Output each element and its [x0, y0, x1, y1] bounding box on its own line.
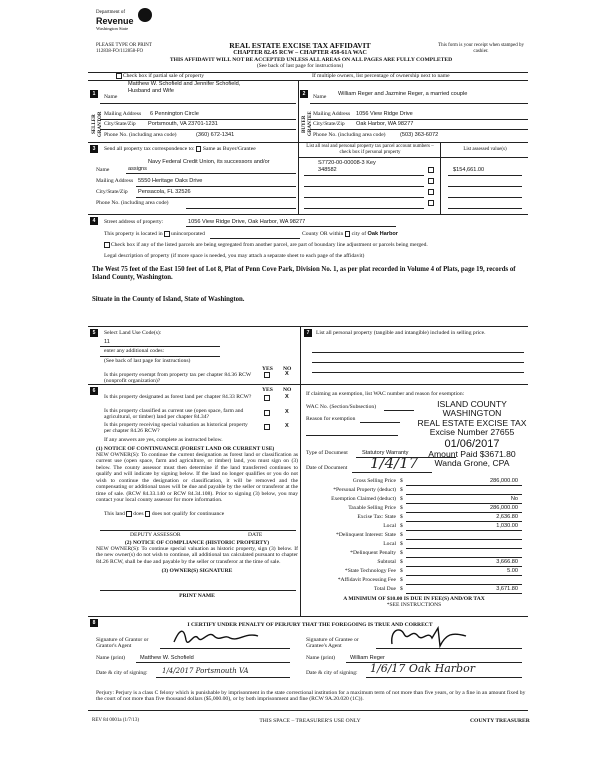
tax-row: [306, 559, 522, 568]
tax-row-currency: $: [400, 577, 403, 583]
tax-row-label: *Delinquent Interest: State: [336, 532, 396, 538]
exempt-yes-checkbox[interactable]: [264, 372, 270, 378]
receipt-note: This form is your receipt when stamped by cashier.: [438, 43, 524, 54]
tax-row-line: [406, 539, 522, 540]
stamp-line3: Excise Number 27655: [429, 427, 515, 438]
segregated-checkbox[interactable]: [104, 242, 110, 248]
deputy-assessor-label: DEPUTY ASSESSOR: [130, 532, 181, 538]
treasurer-space: THIS SPACE – TREASURER'S USE ONLY: [259, 718, 361, 724]
owner-signature-label: (3) OWNER(S) SIGNATURE: [161, 568, 233, 574]
exempt-no-mark[interactable]: X: [285, 371, 289, 377]
legal-label: Legal description of property (if more space is needed, you may attach a separate sheet to each page of the affidavit): [104, 253, 365, 259]
correspondence-label: Send all property tax correspondence to:: [104, 146, 195, 153]
revenue-logo-icon: [138, 8, 152, 22]
qualify-text-c: does not qualify for continuance: [151, 511, 225, 518]
tax-row-line: [406, 548, 522, 549]
special-no-header: NO: [283, 387, 292, 393]
buyer-phone[interactable]: (503) 363-6072: [400, 132, 439, 138]
historic-no-mark[interactable]: X: [285, 423, 289, 429]
perjury-notice: Perjury: Perjury is a class C felony which is punishable by imprisonment in the state correctional institution for a maximum term of not more than five years, or by a fine in an amount fixed by the court of not more than five thousand dollars ($5,000.00), or by both imprisonment and fine (RCW 9A.20.020 (1C)).: [96, 690, 526, 703]
tax-row-label: Subtotal: [377, 559, 396, 565]
tax-row: [306, 550, 522, 559]
form-instructions: (See back of last page for instructions): [256, 63, 344, 69]
tax-row: [306, 523, 522, 532]
tax-row-value[interactable]: 2,636.80: [496, 514, 518, 520]
section-2-badge: 2: [300, 90, 308, 98]
grantee-date-label: Date & city of signing:: [306, 670, 358, 676]
form-code: 112838-FO/112858-FO: [96, 49, 144, 54]
tax-row-label: Total Due: [373, 586, 396, 592]
grantor-name[interactable]: Matthew W. Schofield: [140, 655, 194, 661]
seller-mailing-label: Mailing Address: [104, 111, 142, 117]
tax-row: [306, 487, 522, 496]
certify-statement: I CERTIFY UNDER PENALTY OF PERJURY THAT THE FOREGOING IS TRUE AND CORRECT: [187, 622, 433, 628]
form-title: REAL ESTATE EXCISE TAX AFFIDAVIT: [229, 41, 371, 50]
tax-row-value[interactable]: 3,671.80: [496, 586, 518, 592]
tax-row-currency: $: [400, 487, 403, 493]
grantor-date-city[interactable]: 1/4/2017 Portsmouth VA: [162, 667, 249, 675]
unincorporated-label: unincorporated: [171, 231, 205, 238]
corr-phone-label: Phone No. (including area code): [96, 200, 169, 206]
doc-type-label: Type of Document: [306, 450, 348, 456]
corr-city[interactable]: Pensacola, FL 32526: [138, 189, 191, 195]
stamp-date: 01/06/2017: [444, 437, 500, 450]
tax-row-currency: $: [400, 559, 403, 565]
tax-row-currency: $: [400, 568, 403, 574]
tax-row: [306, 478, 522, 487]
agency-state: Washington State: [96, 26, 129, 32]
tax-row-currency: $: [400, 496, 403, 502]
tax-row-line: [406, 575, 522, 576]
current-use-question: Is this property classified as current use (open space, farm and agricultural, or timber) land per chapter 84.34?: [104, 408, 244, 421]
historic-yes-checkbox[interactable]: [264, 424, 270, 430]
parcel-id[interactable]: S7720-00-00008-3 Key: [318, 160, 376, 166]
tax-row-label: Exemption Claimed (deduct): [331, 496, 396, 502]
unincorporated-checkbox[interactable]: [164, 231, 170, 237]
tax-row-label: *Delinquent Penalty: [350, 550, 396, 556]
minimum-fee-note: A MINIMUM OF $10.00 IS DUE IN FEE(S) AND/OR TAX: [343, 596, 485, 602]
parcel-key[interactable]: 348582: [318, 167, 337, 173]
partial-sale-label: Check box if partial sale of property: [122, 73, 204, 80]
tax-row: [306, 568, 522, 577]
exempt-question: Is this property exempt from property tax per chapter 84.36 RCW (nonprofit organization)?: [104, 372, 252, 385]
tax-row-line: [406, 521, 522, 522]
tax-row-value[interactable]: 1,030.00: [496, 523, 518, 529]
legal-description[interactable]: The West 75 feet of the East 150 feet of Lot 8, Plat of Penn Cove Park, Division No. 1, as per plat recorded in Volume 4 of Plats, page 19, records of Island County, Washington.: [92, 266, 516, 282]
tax-row: [306, 532, 522, 541]
tax-row: [306, 586, 522, 595]
doc-date[interactable]: 1/4/17: [370, 454, 419, 472]
seller-name-line2[interactable]: Husband and Wife: [128, 88, 175, 94]
personal-property-checkbox-3[interactable]: [428, 189, 434, 195]
grantor-signature[interactable]: [168, 626, 268, 648]
tax-row-currency: $: [400, 532, 403, 538]
tax-row-value[interactable]: 3,666.80: [496, 559, 518, 565]
section-8-badge: 8: [90, 619, 98, 627]
tax-row-currency: $: [400, 514, 403, 520]
tax-row: [306, 514, 522, 523]
doc-type[interactable]: Statutory Warranty: [362, 450, 409, 456]
tax-row-value[interactable]: 5.00: [507, 568, 518, 574]
land-use-additional: enter any additional codes:: [104, 348, 165, 354]
tax-row-currency: $: [400, 550, 403, 556]
seller-city-label: City/State/Zip: [104, 121, 136, 127]
reason-label: Reason for exemption: [306, 416, 356, 422]
forest-question: Is this property designated as forest land per chapter 84.33 RCW?: [104, 394, 252, 400]
section-1-badge: 1: [90, 90, 98, 98]
grantor-name-label: Name (print): [96, 655, 126, 661]
if-yes-note: If any answers are yes, complete as instructed below.: [104, 437, 223, 443]
wac-label: WAC No. (Section/Subsection): [306, 404, 377, 410]
tax-row-line: [406, 503, 522, 504]
doc-date-label: Date of Document: [306, 465, 348, 471]
location-label: This property is located in: [104, 231, 163, 238]
current-use-no-mark[interactable]: X: [285, 409, 289, 415]
agency-line1: Department of: [96, 10, 126, 15]
grantee-name-label: Name (print): [306, 655, 336, 661]
tax-row-label: *State Technology Fee: [344, 568, 396, 574]
same-as-buyer-label: Same as Buyer/Grantee: [202, 146, 256, 153]
assessed-header: List assessed value(s): [463, 147, 507, 152]
tax-row-line: [406, 530, 522, 531]
buyer-mailing[interactable]: 1056 View Ridge Drive: [356, 111, 413, 117]
see-instructions: *SEE INSTRUCTIONS: [386, 602, 442, 608]
personal-property-label: List all personal property (tangible and intangible) included in selling price.: [316, 330, 486, 336]
notice1-text: NEW OWNER(S): To continue the current designation as forest land or classification as current use (open space, farm and agriculture, or timber) land, you must sign on (3) below. The county assessor must then determine if the land transferred continues to qualify and will indicate by signing below. If the land no longer qualifies or you do not wish to continue the designation or classification, it will be removed and the compensating or additional taxes will be due and payable by the seller or transferor at the time of sale. (RCW 84.33.140 or RCW 84.34.108). Prior to signing (3) below, you may contact your local county assessor for more information.: [96, 452, 298, 503]
tax-row-label: Taxable Selling Price: [348, 505, 396, 511]
form-warning: THIS AFFIDAVIT WILL NOT BE ACCEPTED UNLESS ALL AREAS ON ALL PAGES ARE FULLY COMPLETED: [169, 57, 453, 63]
tax-row-currency: $: [400, 541, 403, 547]
county-label: County OR within: [302, 231, 344, 238]
does-qualify-checkbox[interactable]: [126, 511, 132, 517]
section-4-badge: 4: [90, 217, 98, 225]
seller-side-label: SELLER GRANTOR: [92, 111, 103, 137]
city-label: city of: [351, 231, 367, 238]
excise-stamp: [412, 400, 532, 469]
personal-property-checkbox-4[interactable]: [428, 200, 434, 206]
county-treasurer: COUNTY TREASURER: [470, 718, 530, 724]
tax-calculation-table: [306, 478, 522, 595]
tax-row-currency: $: [400, 505, 403, 511]
land-use-yes-header: YES: [262, 366, 273, 372]
corr-city-label: City/State/Zip: [96, 189, 128, 195]
buyer-city-label: City/State/Zip: [313, 121, 345, 127]
seller-phone-label: Phone No. (including area code): [104, 132, 177, 138]
tax-row-label: *Personal Property (deduct): [333, 487, 396, 493]
corr-name-line2[interactable]: assigns: [128, 166, 147, 172]
buyer-mailing-label: Mailing Address: [313, 111, 351, 117]
seller-phone[interactable]: (360) 672-1341: [196, 132, 235, 138]
type-or-print: PLEASE TYPE OR PRINT: [96, 43, 152, 48]
stamp-line2: REAL ESTATE EXCISE TAX: [417, 417, 527, 428]
buyer-name-label: Name: [313, 94, 327, 100]
does-not-qualify-checkbox[interactable]: [145, 511, 151, 517]
tax-row-label: Gross Selling Price: [352, 478, 396, 484]
tax-row-currency: $: [400, 523, 403, 529]
section-5-badge: 5: [90, 329, 98, 337]
personal-property-checkbox-2[interactable]: [428, 178, 434, 184]
personal-property-checkbox-1[interactable]: [428, 167, 434, 173]
buyer-side-label: BUYER GRANTEE: [302, 111, 313, 137]
tax-row-label: Excise Tax: State: [357, 514, 396, 520]
parcels-header: List all real and personal property tax parcel account numbers – check box if personal property: [306, 144, 434, 155]
corr-mailing[interactable]: 5550 Heritage Oaks Drive: [138, 178, 203, 184]
corr-name-label: Name: [96, 167, 110, 173]
section-7-badge: 7: [304, 329, 312, 337]
qualify-text-b: does: [133, 511, 144, 518]
street-address[interactable]: 1056 View Ridge Drive, Oak Harbor, WA 98277: [188, 219, 306, 225]
grantee-name[interactable]: William Reger: [350, 655, 385, 661]
tax-row-line: [406, 566, 522, 567]
grantee-date-city[interactable]: 1/6/17 Oak Harbor: [370, 662, 475, 675]
same-as-buyer-checkbox[interactable]: [196, 146, 202, 152]
stamp-signer: Wanda Grone, CPA: [434, 458, 510, 469]
tax-row: [306, 505, 522, 514]
notice2-text: NEW OWNER(S): To continue special valuation as historic property, sign (3) below. If the new owner(s) do not wish to continue, all additional tax calculated pursuant to chapter 84.26 RCW, shall be due and payable by the seller or transferor at the time of sale.: [96, 546, 298, 565]
street-label: Street address of property:: [104, 219, 164, 225]
deputy-date-label: DATE: [248, 532, 263, 538]
seller-mailing[interactable]: 6 Pennington Circle: [150, 111, 199, 117]
seller-city[interactable]: Portsmouth, VA 23701-1231: [148, 121, 218, 127]
corr-mailing-label: Mailing Address: [96, 178, 134, 184]
tax-row-value[interactable]: 286,000.00: [490, 478, 518, 484]
notice2-title: (2) NOTICE OF COMPLIANCE (HISTORIC PROPERTY): [124, 540, 270, 546]
tax-row-line: [406, 512, 522, 513]
grantee-signature[interactable]: [386, 624, 476, 650]
tax-row-line: [406, 494, 522, 495]
tax-row-label: Local: [383, 523, 396, 529]
tax-row: [306, 496, 522, 505]
city-value[interactable]: Oak Harbor: [367, 231, 398, 238]
city-checkbox[interactable]: [345, 231, 351, 237]
agency-name: Revenue: [96, 15, 134, 26]
boundary-note: Check box if any of the listed parcels are being segregated from another parcel, are part of boundary line adjustment or parcels being merged.: [110, 242, 428, 249]
forest-yes-checkbox[interactable]: [264, 395, 270, 401]
qualify-text-a: This land: [104, 511, 125, 518]
stamp-line1: ISLAND COUNTY WASHINGTON: [437, 399, 507, 419]
section-3-badge: 3: [90, 145, 98, 153]
historic-question: Is this property receiving special valuation as historical property per chapter 84.26 RCW?: [104, 422, 248, 435]
tax-row-line: [406, 557, 522, 558]
tax-row-currency: $: [400, 478, 403, 484]
tax-row-line: [406, 584, 522, 585]
tax-row-label: *Affidavit Processing Fee: [337, 577, 396, 583]
assessed-value[interactable]: $154,661.00: [453, 167, 485, 173]
partial-sale-checkbox[interactable]: [116, 73, 122, 79]
multiple-owners-note: If multiple owners, list percentage of ownership next to name: [312, 73, 450, 79]
tax-row-value[interactable]: No: [510, 496, 518, 502]
section-6-badge: 6: [90, 387, 98, 395]
grantor-date-label: Date & city of signing:: [96, 670, 148, 676]
tax-row-line: [406, 593, 522, 594]
tax-row: [306, 541, 522, 550]
land-use-see-back: (See back of last page for instructions): [104, 358, 191, 364]
revision-code: REV 84 0001a (1/7/13): [92, 718, 139, 723]
tax-row: [306, 577, 522, 586]
seller-name-label: Name: [104, 94, 118, 100]
tax-row-label: Local: [383, 541, 396, 547]
tax-row-value[interactable]: 286,000.00: [490, 505, 518, 511]
land-use-no-header: NO: [283, 366, 292, 372]
situate-text[interactable]: Situate in the County of Island, State of Washington.: [92, 296, 245, 303]
exemption-label: If claiming an exemption, list WAC number and reason for exemption:: [306, 391, 465, 397]
land-use-label: Select Land Use Code(s):: [104, 330, 162, 336]
stamp-amount: Amount Paid $3671.80: [428, 448, 516, 459]
buyer-phone-label: Phone No. (including area code): [313, 132, 386, 138]
form-chapter: CHAPTER 82.45 RCW – CHAPTER 458-61A WAC: [233, 50, 367, 56]
buyer-city[interactable]: Oak Harbor, WA 98277: [356, 121, 414, 127]
seller-name-line1[interactable]: Matthew W. Schofield and Jennifer Schofield,: [128, 81, 241, 87]
tax-row-currency: $: [400, 586, 403, 592]
print-name-label: PRINT NAME: [179, 593, 215, 599]
corr-name-line1[interactable]: Navy Federal Credit Union, its successors and/or: [148, 159, 270, 165]
notice1-title: (1) NOTICE OF CONTINUANCE (FOREST LAND OR CURRENT USE): [96, 446, 275, 452]
tax-row-line: [406, 485, 522, 486]
land-use-code[interactable]: 11: [104, 339, 110, 345]
special-yes-header: YES: [262, 387, 273, 393]
grantee-sig-label: Signature of Grantee or Grantee's Agent: [306, 637, 359, 650]
grantor-sig-label: Signature of Grantor or Grantor's Agent: [96, 637, 149, 650]
current-use-yes-checkbox[interactable]: [264, 410, 270, 416]
forest-no-mark[interactable]: X: [285, 394, 289, 400]
buyer-name[interactable]: William Reger and Jazmine Reger, a married couple: [338, 91, 468, 97]
